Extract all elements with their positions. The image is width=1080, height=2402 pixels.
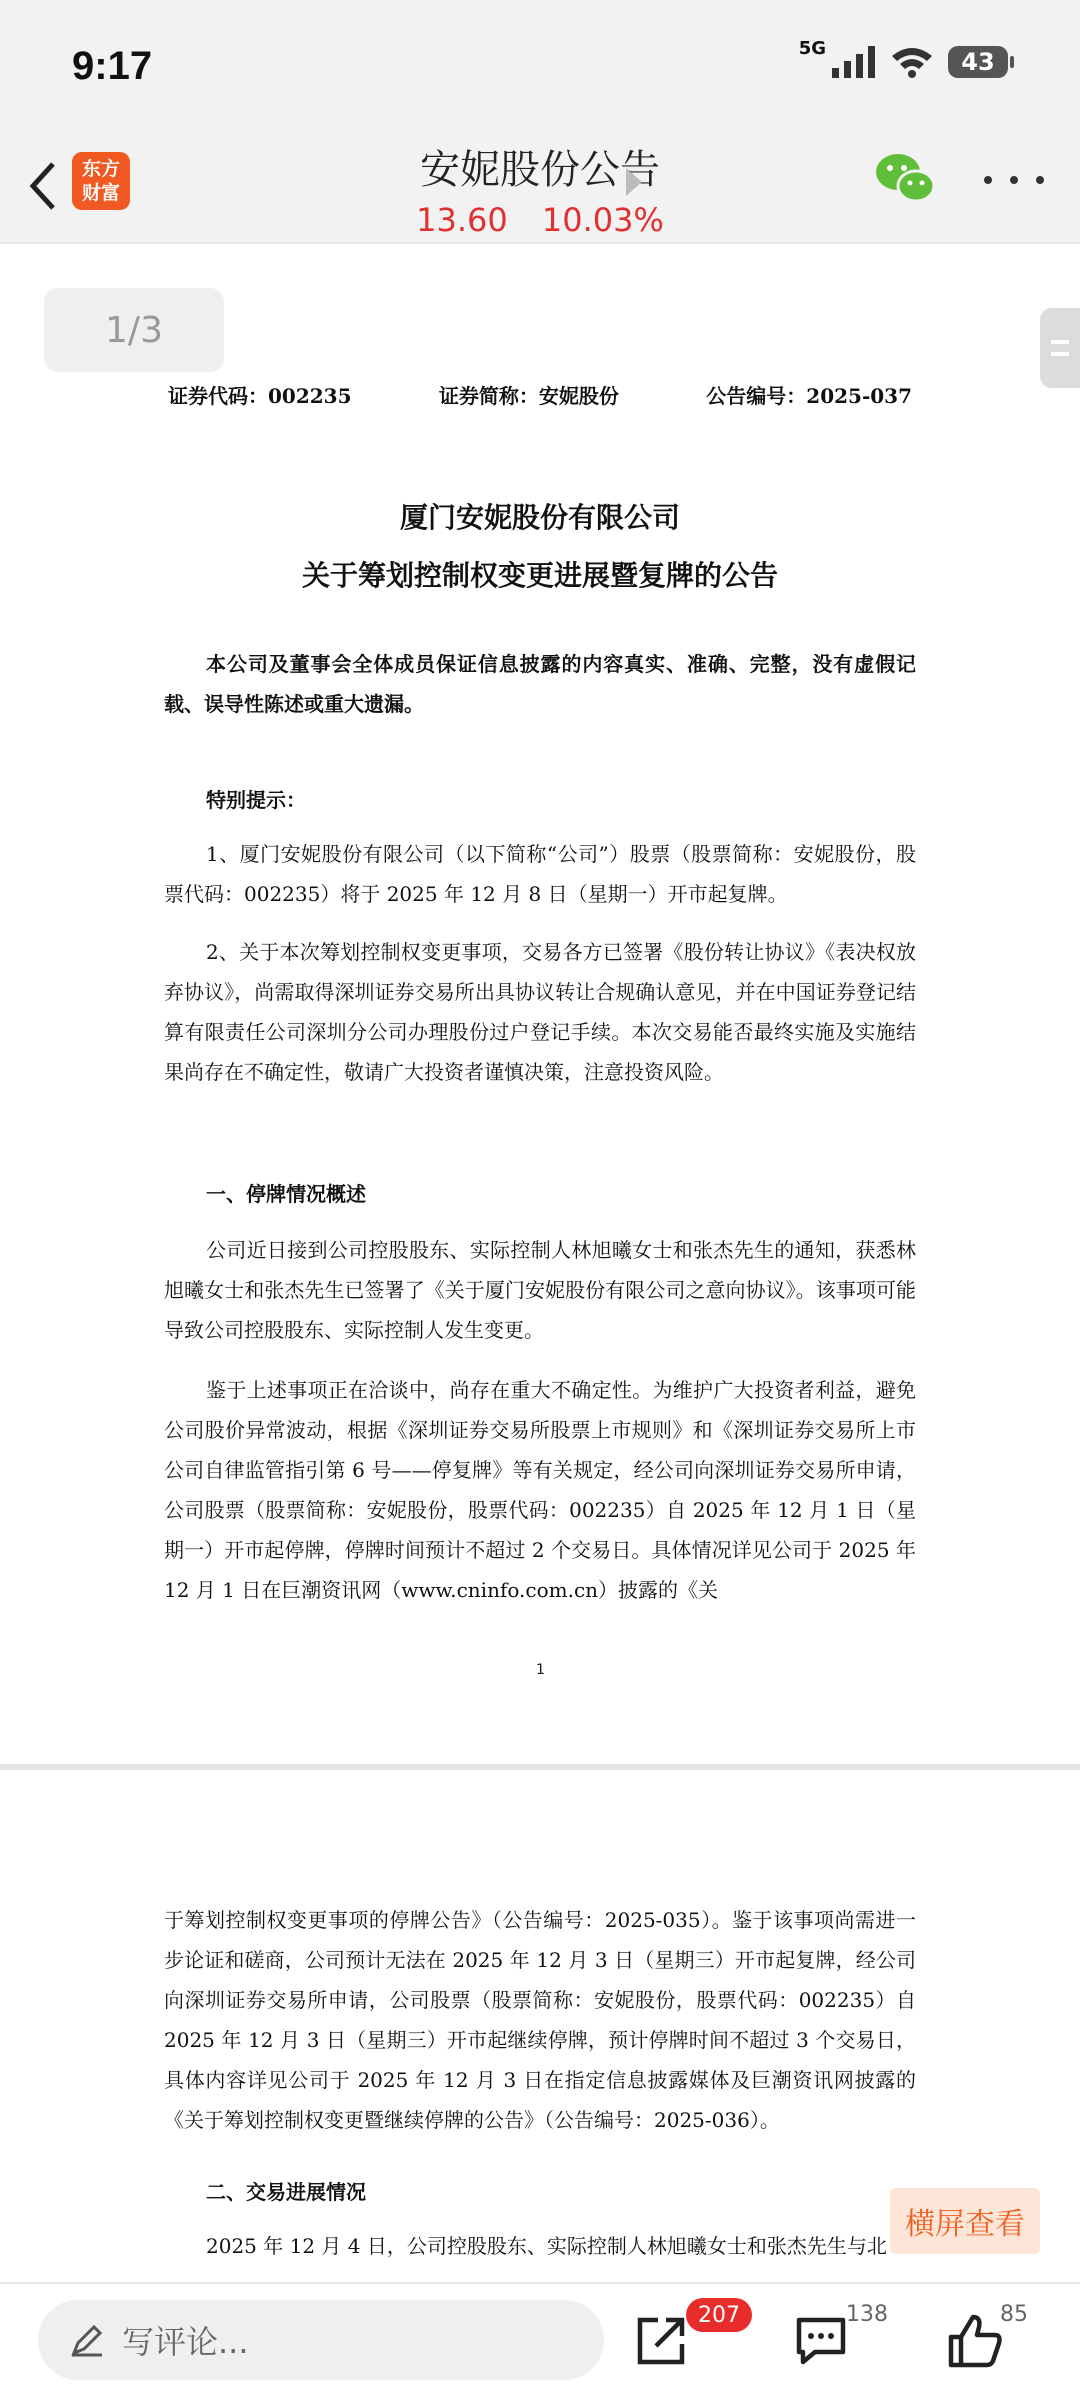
comment-count: 138	[846, 2302, 888, 2327]
app-header	[0, 130, 1080, 244]
tip-2: 2、关于本次筹划控制权变更事项，交易各方已签署《股份转让协议》《表决权放弃协议》，尚需取得深圳证券交易所出具协议转让合规确认意见，并在中国证券登记结算有限责任公司深圳分公司办理股份过户登记手续。本次交易能否最终实施及实施结果尚存在不确定性，敬请广大投资者谨慎决策，注意投资风险。	[164, 940, 916, 1084]
stock-change: 10.03%	[541, 201, 664, 239]
special-tips-heading: 特别提示：	[206, 788, 306, 812]
section-1-heading: 一、停牌情况概述	[206, 1182, 366, 1206]
comment-input[interactable]	[38, 2300, 604, 2380]
stock-quote	[0, 201, 1080, 239]
page-divider	[0, 1764, 1080, 1770]
signal-icon	[832, 46, 876, 78]
next-stock-arrow-icon[interactable]	[626, 168, 642, 196]
side-drawer-handle[interactable]	[1040, 308, 1080, 388]
thumbs-up-icon	[947, 2313, 1003, 2369]
status-time: 9:17	[72, 44, 153, 88]
more-dot-icon	[1036, 176, 1044, 184]
stock-price: 13.60	[416, 201, 508, 239]
page-2-paragraph-1: 于筹划控制权变更事项的停牌公告》（公告编号：2025-035）。鉴于该事项尚需进一步论证和磋商，公司预计无法在 2025 年 12 月 3 日（星期三）开市起复牌，经公司向深圳证券交易所申请，公司股票（股票简称：安妮股份，股票代码：002235）自 2025 年 12 月 3 日（星期三）开市起继续停牌，预计停牌时间不超过 3 个交易日，具体内容详见公司于 2025 年 12 月 3 日在指定信息披露媒体及巨潮资讯网披露的《关于筹划控制权变更暨继续停牌的公告》（公告编号：2025-036）。	[164, 1908, 916, 2132]
more-options-button[interactable]	[984, 160, 1044, 200]
status-bar	[0, 0, 1080, 130]
section-1-paragraph-1: 公司近日接到公司控股股东、实际控制人林旭曦女士和张杰先生的通知，获悉林旭曦女士和张杰先生已签署了《关于厦门安妮股份有限公司之意向协议》。该事项可能导致公司控股股东、实际控制人发生变更。	[164, 1238, 916, 1342]
board-statement: 本公司及董事会全体成员保证信息披露的内容真实、准确、完整，没有虚假记载、误导性陈述或重大遗漏。	[164, 652, 916, 716]
comment-placeholder: 写评论...	[122, 2323, 249, 2361]
security-short-name: 证券简称：安妮股份	[438, 384, 619, 408]
wifi-icon	[890, 46, 934, 78]
section-2-paragraph-1: 2025 年 12 月 4 日，公司控股股东、实际控制人林旭曦女士和张杰先生与北	[206, 2234, 887, 2258]
more-dot-icon	[1010, 176, 1018, 184]
section-2-heading: 二、交易进展情况	[206, 2180, 366, 2204]
page-number: 1	[536, 1662, 545, 1678]
document-title-line2: 关于筹划控制权变更进展暨复牌的公告	[301, 559, 778, 592]
more-dot-icon	[984, 176, 992, 184]
logo-text-1: 东方	[81, 158, 120, 180]
share-icon	[634, 2314, 688, 2368]
page-counter: 1/3	[44, 288, 224, 372]
wechat-share-icon[interactable]	[874, 150, 936, 206]
tip-1: 1、厦门安妮股份有限公司（以下简称“公司”）股票（股票简称：安妮股份，股票代码：002235）将于 2025 年 12 月 8 日（星期一）开市起复牌。	[164, 842, 916, 906]
notice-number: 公告编号：2025-037	[706, 384, 912, 408]
battery-indicator: 43	[948, 46, 1008, 78]
network-type: 5G	[798, 37, 826, 59]
comment-icon	[793, 2314, 849, 2368]
section-1-paragraph-2: 鉴于上述事项正在洽谈中，尚存在重大不确定性。为维护广大投资者利益，避免公司股价异常波动，根据《深圳证券交易所股票上市规则》和《深圳证券交易所上市公司自律监管指引第 6 号——停复牌》等有关规定，经公司向深圳证券交易所申请，公司股票（股票简称：安妮股份，股票代码：002235）自 2025 年 12 月 1 日（星期一）开市起停牌，停牌时间预计不超过 2 个交易日。具体情况详见公司于 2025 年 12 月 1 日在巨潮资讯网（www.cninfo.com.cn）披露的《关	[164, 1378, 916, 1602]
security-code: 证券代码：002235	[168, 384, 352, 408]
document-title-line1: 厦门安妮股份有限公司	[399, 501, 680, 534]
document-meta	[168, 380, 912, 409]
logo-text-2: 财富	[81, 182, 120, 204]
like-count: 85	[1000, 2302, 1028, 2327]
pencil-icon	[70, 2323, 104, 2357]
landscape-view-button[interactable]: 横屏查看	[890, 2188, 1040, 2254]
page-title: 安妮股份公告	[420, 147, 660, 193]
bottom-action-bar	[0, 2282, 1080, 2402]
share-count-badge: 207	[686, 2298, 752, 2332]
status-icons	[798, 37, 1008, 78]
